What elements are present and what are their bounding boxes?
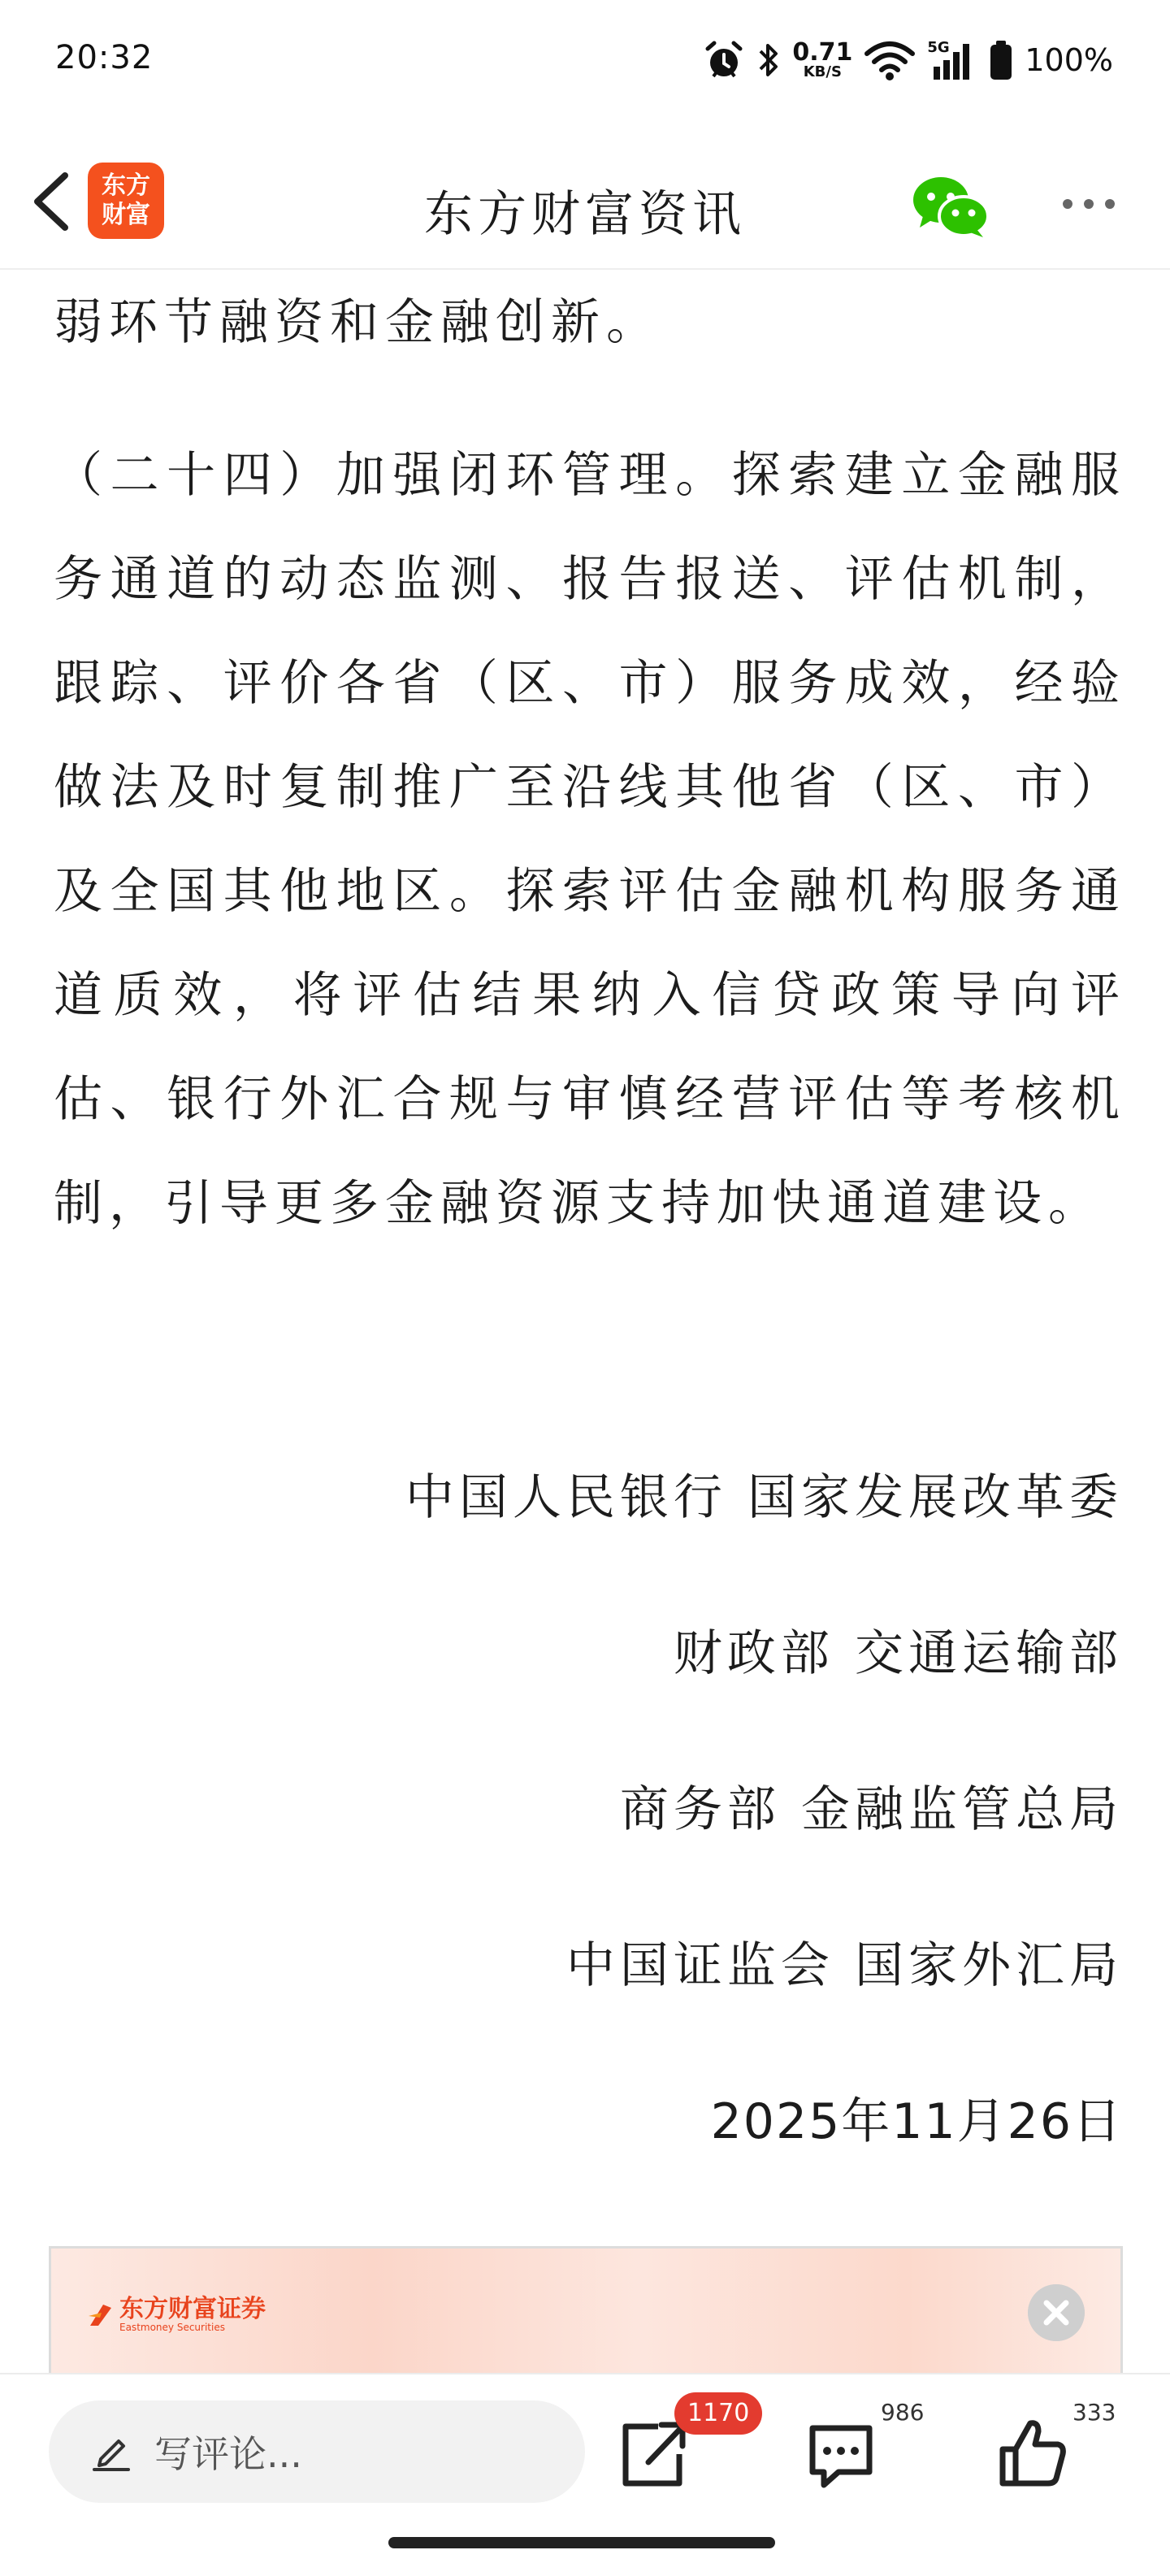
ad-banner[interactable] — [49, 2246, 1123, 2379]
network-speed-unit: KB/S — [803, 63, 842, 80]
more-dot — [1084, 199, 1094, 209]
ad-brand-name: 东方财富证券 — [119, 2295, 266, 2323]
ad-brand-name-en: Eastmoney Securities — [119, 2322, 225, 2333]
comment-placeholder: 写评论... — [154, 2432, 302, 2476]
alarm-icon — [703, 39, 745, 81]
close-icon[interactable] — [1028, 2284, 1085, 2341]
ad-brand-logo — [87, 2297, 266, 2333]
network-type-label: 5G — [927, 39, 950, 56]
cellular-signal-icon — [927, 39, 977, 81]
article-paragraph: （二十四）加强闭环管理。探索建立金融服务通道的动态监测、报告报送、评估机制，跟踪、评价各省（区、市）服务成效，经验做法及时复制推广至沿线其他省（区、市）及全国其他地区。探索评估金融机构服务通道质效，将评估结果纳入信贷政策导向评估、银行外汇合规与审慎经营评估等考核机制，引导更多金融资源支持加快通道建设。 — [54, 447, 1126, 1232]
status-bar — [0, 0, 1170, 122]
status-time: 20:32 — [55, 39, 154, 76]
page-title: 东方财富资讯 — [424, 186, 746, 243]
article-body — [54, 271, 1126, 1255]
logo-text-line1: 东方 — [102, 171, 150, 200]
home-indicator[interactable] — [388, 2537, 775, 2548]
bluetooth-icon — [756, 39, 781, 81]
more-dot — [1105, 199, 1115, 209]
article-paragraph: 弱环节融资和金融创新。 — [54, 294, 661, 351]
wifi-icon — [864, 39, 916, 81]
comment-input[interactable] — [49, 2400, 585, 2503]
like-thumbs-up-icon[interactable] — [988, 2409, 1077, 2498]
logo-text-line2: 财富 — [102, 201, 150, 229]
signature-line: 商务部 金融监管总局 — [619, 1781, 1123, 1838]
share-count-badge: 1170 — [674, 2392, 762, 2435]
article-date: 2025年11月26日 — [710, 2093, 1123, 2150]
network-speed — [792, 38, 853, 80]
signature-line: 中国证监会 国家外汇局 — [566, 1937, 1123, 1994]
more-options-icon[interactable] — [1048, 192, 1129, 216]
comment-count: 986 — [881, 2399, 925, 2426]
signature-line: 中国人民银行 国家发展改革委 — [405, 1469, 1123, 1526]
signature-line: 财政部 交通运输部 — [673, 1625, 1123, 1682]
comment-icon[interactable] — [796, 2409, 886, 2498]
wechat-share-icon[interactable] — [910, 174, 991, 239]
battery-icon — [989, 39, 1013, 81]
app-header — [0, 138, 1170, 270]
like-count: 333 — [1072, 2399, 1116, 2426]
eastmoney-logo-icon — [87, 2301, 115, 2329]
status-icons — [703, 36, 1113, 85]
network-speed-value: 0.71 — [792, 38, 853, 67]
more-dot — [1063, 199, 1072, 209]
battery-percentage: 100% — [1025, 42, 1113, 78]
pen-icon — [91, 2431, 132, 2472]
